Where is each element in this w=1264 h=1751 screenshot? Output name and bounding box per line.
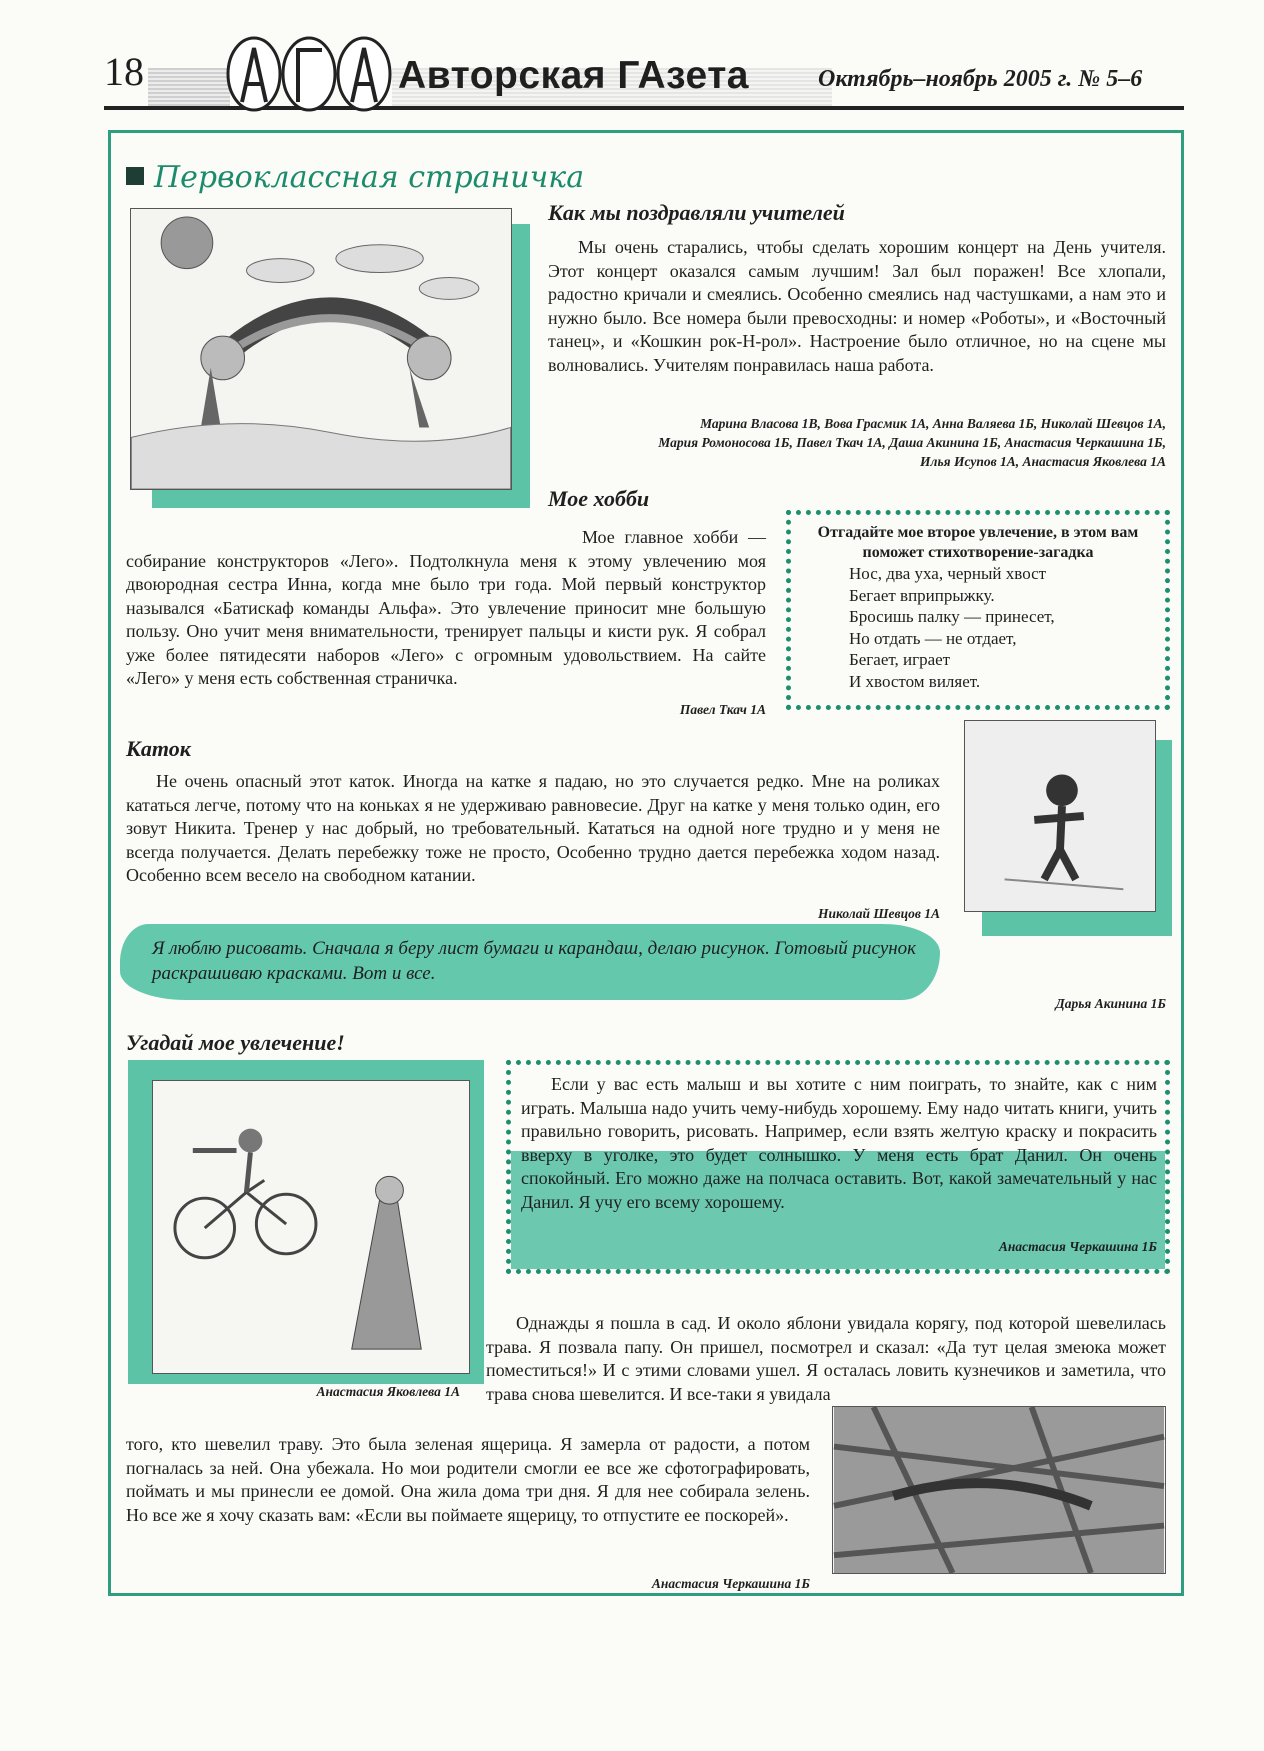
riddle-line: Но отдать — не отдает,: [849, 628, 1017, 648]
article-title: Мое хобби: [548, 486, 650, 511]
quote-author: Дарья Акинина 1Б: [1055, 996, 1166, 1011]
section-title-text: Первоклассная страничка: [154, 160, 585, 195]
riddle-line: Бегает, играет: [849, 650, 951, 669]
lizard-photo: [832, 1406, 1166, 1574]
article-author: Николай Шевцов 1А: [818, 906, 940, 921]
article-author: Анастасия Черкашина 1Б: [651, 1576, 810, 1591]
page-number: 18: [104, 49, 144, 94]
riddle-line: Нос, два уха, черный хвост: [849, 564, 1047, 583]
bullet-square-icon: [126, 167, 144, 185]
riddle-line: Бросишь палку — принесет,: [849, 607, 1055, 626]
author-line: Марина Власова 1В, Вова Грасмик 1А, Анна Валяева 1Б, Николай Шевцов 1А,: [700, 416, 1166, 431]
article-author: Анастасия Черкашина 1Б: [998, 1239, 1157, 1254]
article-paragraph: Если у вас есть малыш и вы хотите с ним поиграть, то знайте, как с ним играть. Малыша надо учить чему-нибудь хорошему. Ему надо читать книги, учить правильно говорить, рисовать. Например, если взять желтую краску и покрасить вверху в уголке, это будет солнышко. У меня есть брат Данил. Он очень спокойный. Его можно даже на полчаса оставить. Вот, какой замечательный у нас Данил. Я учу его всему хорошему.: [521, 1074, 1157, 1212]
article-title: Каток: [126, 736, 191, 761]
aga-logo: [226, 24, 392, 112]
article-box: [506, 1060, 1170, 1274]
skater-drawing: [964, 720, 1156, 912]
quote-text: Я люблю рисовать. Сначала я беру лист бумаги и карандаш, делаю рисунок. Готовый рисунок раскрашиваю красками. Вот и все.: [152, 938, 917, 984]
rainbow-drawing: [130, 208, 512, 490]
article-title: Как мы поздравляли учителей: [548, 200, 845, 225]
riddle-box: [786, 510, 1170, 710]
issue-info: Октябрь–ноябрь 2005 г. № 5–6: [818, 66, 1143, 92]
article-paragraph: Однажды я пошла в сад. И около яблони увидала корягу, под которой шевелилась трава. Я позвала папу. Он пришел, посмотрел и сказал: «Да тут целая змеюка может поместиться!» И с этими словами ушел. Я осталась ловить кузнечиков и заметила, что трава снова шевелится. И все-таки я увидала: [486, 1313, 1166, 1404]
article-paragraph: Не очень опасный этот каток. Иногда на катке я падаю, но это случается редко. Мне на роликах кататься легче, потому что на коньках я не удерживаю равновесие. Друг на катке у меня только один, его зовут Никита. Тренер у нас добрый, но требовательный. Кататься на одной ноге трудно и у меня не всегда получается. Делать перебежку тоже не просто, Особенно трудно дается перебежка ходом назад. Особенно всем весело на свободном катании.: [126, 771, 940, 885]
article-body: [521, 1073, 1157, 1214]
article-paragraph: Мы очень старались, чтобы сделать хорошим концерт на День учителя. Этот концерт оказался самым лучшим! Зал был поражен! Все хлопали, радостно кричали и смеялись. Особенно смеялись над частушками, а нам это и нужно было. Все номера были превосходны: и номер «Роботы», и «Восточный танец», и «Кошкин рок-Н-рол». Настроение было отличное, но на сцене мы волновались. Учителям понравилась наша работа.: [548, 237, 1166, 375]
section-title: [126, 160, 584, 195]
riddle-line: Бегает вприпрыжку.: [849, 585, 995, 605]
masthead-title: Авторская ГАзета: [398, 54, 750, 97]
author-line: Мария Ромоносова 1Б, Павел Ткач 1А, Даша Акинина 1Б, Анастасия Черкашина 1Б,: [658, 435, 1166, 450]
article-author: Павел Ткач 1А: [679, 702, 766, 717]
article-paragraph: того, кто шевелил траву. Это была зеленая ящерица. Я замерла от радости, а потом погналась за ней. Она убежала. Но мои родители смогли ее все же сфотографировать, поймать и мы принесли ее домой. Она жила дома три дня. Я для нее собирала зелень. Но все же я хочу сказать вам: «Если вы поймаете ящерицу, то отпустите ее поскорей».: [126, 1434, 810, 1525]
picture-caption: Анастасия Яковлева 1А: [316, 1384, 460, 1399]
bicycle-drawing: [152, 1080, 470, 1374]
author-line: Илья Исупов 1А, Анастасия Яковлева 1А: [920, 454, 1166, 469]
riddle-line: И хвостом виляет.: [849, 671, 981, 691]
article-body-top: [486, 1312, 1166, 1406]
article-body: [548, 236, 1166, 377]
article-body: [126, 526, 766, 691]
article-authors: [540, 414, 1166, 471]
article-body: [126, 770, 940, 888]
article-paragraph: Мое главное хобби — собирание конструкторов «Лего». Подтолкнула меня к этому увлечению моя двоюродная сестра Инна, когда мне было три года. Мой первый конструктор назывался «Батискаф команды Альфа». Это увлечение приносит мне большую пользу. Оно учит меня внимательности, тренирует пальцы и кисти рук. Я собрал уже более пятидесяти наборов «Лего» с огромным удовольствием. На сайте «Лего» у меня есть собственная страничка.: [126, 527, 766, 688]
article-title: Угадай мое увлечение!: [126, 1030, 345, 1055]
header-bar-left: [148, 68, 230, 110]
article-body-bottom: [126, 1433, 810, 1527]
riddle-title: Отгадайте мое второе увлечение, в этом вам поможет стихотворение-загадка: [817, 524, 1139, 561]
